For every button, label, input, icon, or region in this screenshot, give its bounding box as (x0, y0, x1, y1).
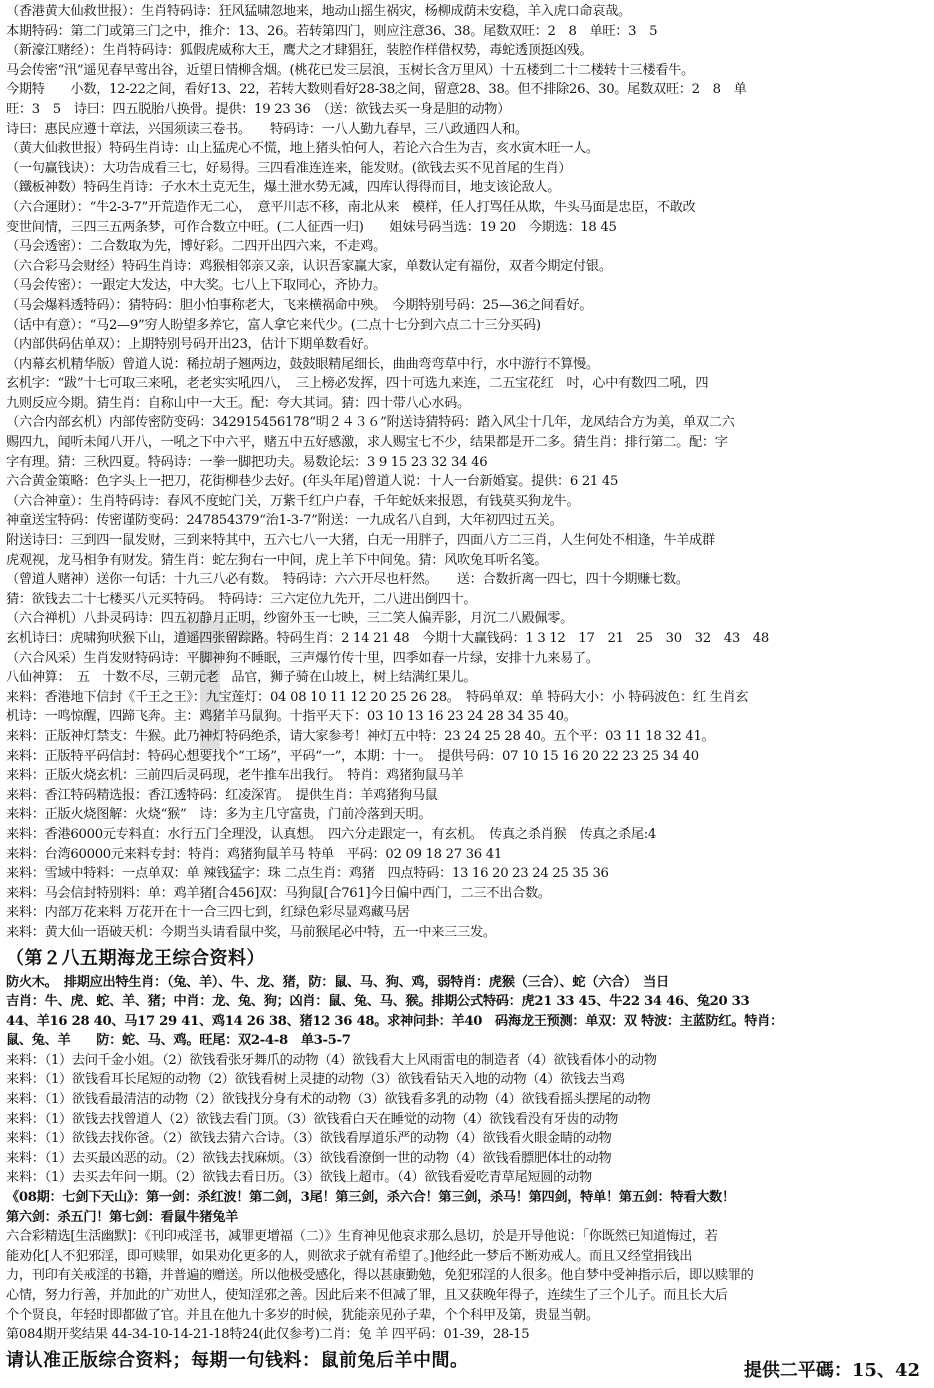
riddle-line: 来料：（1）欲钱去找曾道人（2）欲钱去看门顶。（3）欲钱看白天在睡觉的动物（4）欲钱看没有牙齿的动物 (6, 1111, 618, 1127)
text-line: （曾道人赌神）送你一句话：十九三八必有数。 特码诗：六六开尽也杆然。 送：合数折离一四七，四十今期赚七数。 (6, 572, 689, 588)
text-line: 玄机字：“跋”十七可取三来吼，老老实实吼四八， 三上榜必发挥，四十可选九来连，二五宝花红 吋，心中有数四二吼，四 (6, 376, 709, 392)
dragon-line: 44、羊16 28 40、马17 29 41、鸡14 26 38、猪12 36 48。求神问卦：羊40 码海龙王预测：单双：双 特波：主蓝防红。特肖： (6, 1013, 783, 1029)
result-line: 第084期开奖结果 44-34-10-14-21-18特24(此仅参考)二肖：兔 羊 四平码：01-39，28-15 (6, 1327, 530, 1343)
riddle-line: 来料：（1）去问千金小姐。（2）欲钱看张牙舞爪的动物（4）欲钱看大上风雨雷电的制造者（4）欲钱看体小的动物 (6, 1052, 657, 1068)
text-line: （内部供码估单双）：上期特别号码开出23，估计下期单数看好。 (6, 337, 377, 353)
text-line: 机诗：一鸣惊醒，四蹄飞奔。主：鸡猪羊马鼠狗。十指平天下：03 10 13 16 23 24 28 34 35 40。 (6, 709, 577, 725)
text-line: 本期特码：第二门或第三门之中，推介：13、26。若转第四门，则应注意36、38。尾数双旺：2 8 单旺：3 5 (6, 23, 658, 39)
text-line: （六合禅机）八卦灵码诗：四五初静月正明，纱窗外玉一七映，三二笑人偏弄影，月沉二八殿佩零。 (6, 611, 574, 627)
text-line: 来料：内部万花来料 万花开在十一合三四七到，红绿色彩尽显鸡藏马居 (6, 905, 410, 921)
text-line: 来料：黄大仙一语破天机：今期当头请看鼠中奖，马前猴尾必中特，五一中来三三发。 (6, 924, 496, 940)
text-line: 猜：欲钱去二十七楼买八元买特码。 特码诗：三六定位九先开，二八进出倒四十。 (6, 591, 477, 607)
text-line: 来料：香港6000元专料直：水行五门全理没，认真想。 四六分走跟定一，有玄机。 传真之杀肖猴 传真之杀尾:4 (6, 826, 656, 842)
text-line: 虎观视，龙马相争有财发。猜生肖：蛇左狗右一中间，虎上羊下中间兔。猜：风吹兔耳听名笺。 (6, 552, 548, 568)
text-line: 附送诗曰：三到四一鼠发财，三到来特其中，五六七八一大猪，白无一用胖子，四面八方二三肖，人生何处不相逢，牛羊成群 (6, 533, 715, 549)
sword-line: 第六剑：杀五门！第七剑：看鼠牛猪兔羊 (6, 1209, 238, 1225)
text-line: （六合運財）：“牛2-3-7”开荒造作无二心， 意平川志不移，南北从来 模样，任人打骂任从欺，牛头马面是忠臣，不敢改 (6, 199, 696, 215)
riddle-line: 来料：（1）去买去年问一期。（2）欲钱去看日历。（3）欲钱上超市。（4）欲钱看爱吃青草尾短圆的动物 (6, 1170, 592, 1186)
text-line: 玄机诗曰：虎啸狗吠猴下山，道遥四张留踪路。特码生肖：2 14 21 48 今期十大赢钱码：1 3 12 17 21 25 30 32 43 48 (6, 631, 769, 646)
footer-slogan: 请认准正版综合资料；每期一句钱料：鼠前兔后羊中間。 (6, 1349, 469, 1371)
text-line: 八仙神算： 五 十数不尽，三朝元老 品官，狮子骑在山坡上，树上结满红果儿。 (6, 670, 477, 686)
text-line: 诗曰：惠民应遵十章法，兴国须读三卷书。 特码诗：一八人勤九春早，三八政通四人和。 (6, 121, 528, 137)
text-line: 九则反应今期。猜生肖：自称山中一大王。配：夸大其词。猜：四十带八心水码。 (6, 395, 470, 411)
text-line: 马会传密“汛”遥见春早莺出谷，近望日情柳含烟。(桃花已发三层浪，玉树长含万里风）十五楼到二十二楼转十三楼看牛。 (6, 62, 694, 78)
dragon-section-title: （第２八五期海龙王综合资料） (6, 947, 265, 969)
sword-section (6, 1188, 928, 1227)
riddle-line: 来料：（1）去买最凶恶的动。（2）欲钱去找麻烦。（3）欲钱看潦倒一世的动物（4）欲钱看膘肥体壮的动物 (6, 1150, 612, 1166)
text-line: 赐四九，闻听未闻八开八，一吼之下中六平，赌五中五好感激，求人赐宝七不少，结果都是开二多。猜生肖：排行第二。配：字 (6, 435, 728, 451)
text-line: （六合神童）：生肖特码诗：春风不度蛇门关，万紫千红户户春，千年蛇妖来报恩，有钱莫买狗龙牛。 (6, 493, 580, 509)
text-line: 来料：香江特码精选报：香江透特码：红凌深宵。 提供生肖：羊鸡猪狗马鼠 (6, 787, 438, 803)
dragon-line: 鼠、兔、羊 防：蛇、马、鸡。旺尾：双2-4-8 单3-5-7 (6, 1033, 351, 1049)
text-line: （六合彩马会财经）特码生肖诗：鸡猴相邻亲又亲，认识吾家赢大家，单数认定有福份，双者今期定付银。 (6, 258, 612, 274)
text-line: （马会爆料透特码）：猜特码：胆小怕事称老大，飞来横祸命中殃。 今期特别号码：25—36之间看好。 (6, 297, 593, 313)
story-section (6, 1227, 928, 1325)
text-line: 来料：台湾60000元来料专封：特肖：鸡猪狗鼠羊马 特单 平码：02 09 18 27 36 41 (6, 846, 502, 862)
text-line: （一句赢钱诀）：大功告成看三七，好易得。三四看准连连来，能发财。(欲钱去买不见首尾的生肖） (6, 160, 572, 176)
story-line: 能劝化[人不犯邪淫，即可赎罪，如果劝化更多的人，则欲求子就有希望了。]他经此一梦后不断劝戒人。而且又经堂捐钱出 (6, 1248, 693, 1264)
riddle-line: 来料：（1）欲钱去找你爸。（2）欲钱去猜六合诗。（3）欲钱看厚道乐严的动物（4）欲钱看火眼金睛的动物 (6, 1131, 612, 1147)
text-line: 来料：正版特平码信封：特码心想要找个“工场”，平码“一”，本期：十一。 提供号码：07 10 15 16 20 22 23 25 34 40 (6, 748, 699, 764)
riddle-line: 来料：（1）欲钱看最清洁的动物（2）欲钱找分身有术的动物（3）欲钱看多乳的动物（4）欲钱看摇头摆尾的动物 (6, 1092, 651, 1108)
text-line: （鐵板神数）特码生肖诗：子水木土克无生，爆土泄水势无减，四库认得得而目，地支该论敌人。 (6, 180, 561, 196)
text-line: （六合风采）生肖发财特码诗：平脚神狗不睡眠，三声爆竹传十里，四季如春一片绿，安排十九来易了。 (6, 650, 599, 666)
text-line: （内幕玄机精华版）曾道人说：稀拉胡子翘两边，鼓鼓眼精尾细长，曲曲弯弯草中行，水中游行不算慢。 (6, 356, 599, 372)
text-line: （六合内部玄机）内部传密防变码：342915456178“明２４３６”附送诗猜特码：踏入风尘十几年，龙凤结合方为美，单双二六 (6, 415, 735, 431)
text-line: 旺：3 5 诗曰：四五脱胎八换骨。提供：19 23 36 （送：欲钱去买一身是胆的动物） (6, 101, 511, 117)
story-line: 个个贤良，年轻时即都做了官。并且在他九十多岁的时候，犹能亲见孙子辈，个个科甲及第，贵显当朝。 (6, 1307, 599, 1323)
sword-line: 《08期：七剑下天山》：第一剑：杀红波！第二剑，3尾！第三剑，杀六合！第三剑，杀马！第四剑，特单！第五剑：特看大数！ (6, 1190, 735, 1206)
text-line: （话中有意）：“马2—9”穷人盼望多养它，富人拿它来代少。(二点十七分到六点二十三分买码) (6, 317, 541, 333)
text-line: 变世间情，三四三五两条梦，可作合数立中旺。(二人征西一归) 姐妹号码当选：19 20 今期选：18 45 (6, 219, 617, 235)
text-line: 六合黄金策略：色字头上一把刀，花街柳巷少去好。(年头年尾)曾道人说：十人一台新婚宴。提供：6 21 45 (6, 474, 619, 490)
text-line: （黄大仙救世报）特码生肖诗：山上猛虎心不慌，地上猪头怕何人，若论六合生为吉，亥水寅木旺一人。 (6, 141, 599, 157)
text-line: 来料：马会信封特别料：单：鸡羊猪[合456]双：马狗鼠[合761]今日偏中西门，二三不出合数。 (6, 885, 551, 901)
story-line: 心情，努力行善，并加此的广劝世人，使知淫邪之善。因此后来不但减了罪，且又获晚年得子，连续生了三个儿子。而且长大后 (6, 1288, 728, 1303)
dragon-line: 吉肖：牛、虎、蛇、羊、猪；中肖：龙、兔、狗；凶肖：鼠、兔、马、猴。排期公式特码：虎21 33 45、牛22 34 46、兔20 33 (6, 994, 750, 1010)
dragon-line: 防火木。 排期应出特生肖：（兔、羊）、牛、龙、猪，防：鼠、马、狗、鸡，弱特肖：虎猴（三合）、蛇（六合） 当日 (6, 974, 669, 990)
text-line: （香港黄大仙救世报）：生肖特码诗：狂风猛啸忽地来，地动山摇生祸灾，杨柳成荫未安稳，羊入虎口命哀哉。 (6, 4, 631, 19)
riddle-line: 来料：（1）欲钱看耳长尾短的动物（2）欲钱看树上灵捷的动物（3）欲钱看钻天入地的动物（4）欲钱去当鸡 (6, 1072, 625, 1088)
riddle-section (6, 1051, 928, 1188)
text-line: （新濠江赌经）：生肖特码诗：狐假虎威称大王，鹰犬之才肆猖狂，装腔作样借权势，毒蛇透顶挺凶残。 (6, 43, 593, 59)
text-line: 来料：雪域中特料：一点单双：单 辣钱猛字：珠 二点生肖：鸡猪 四点特码：13 16 20 23 24 25 35 36 (6, 866, 609, 882)
text-line: 来料：正版火烧图解：火烧“猴” 诗：多为主几守富贵，门前冷落到天明。 (6, 807, 432, 823)
story-line: 六合彩精选[生活幽默]：《刊印戒淫书，减罪更增福（二）》生育神见他哀求那么恳切，於是开导他说：「你既然已知道悔过，若 (6, 1229, 718, 1245)
main-text-block (6, 2, 928, 943)
dragon-section (6, 973, 928, 1051)
text-line: （马会传密）：一跟定大发达，中大奖。七八上下取同心，齐协力。 (6, 278, 387, 294)
text-line: 来料：正版火烧玄机：三前四后灵码现，老牛推车出我行。 特肖：鸡猪狗鼠马羊 (6, 768, 464, 784)
text-line: 来料：香港地下信封《千王之王》：九宝莲灯：04 08 10 11 12 20 25 26 28。 特码单双：单 特码大小：小 特码波色：红 生肖玄 (6, 689, 749, 705)
footer-numbers: 提供二平碼：15、42 (743, 1360, 920, 1381)
text-line: （马会透密）：二合数取为先，博好彩。二四开出四六来，不走鸡。 (6, 239, 387, 255)
text-line: 今期特 小数，12-22之间，看好13、22，若转大数则看好28-38之间，留意28、38。但不排除26、30。尾数双旺：2 8 单 (6, 82, 747, 98)
story-line: 力，刊印有关戒淫的书籍，并普遍的赠送。所以他极受感化，得以甚康勤勉，免犯邪淫的人很多。他自梦中受神指示后，即以赎罪的 (6, 1268, 754, 1284)
text-line: 字有理。猜：三秋四夏。特码诗：一拳一脚把功夫。易数论坛：3 9 15 23 32 34 46 (6, 454, 488, 470)
text-line: 神童送宝特码：传密谨防变码：247854379“治1-3-7”附送：一九成名八自到，大年初四过五关。 (6, 513, 563, 529)
text-line: 来料：正版神灯禁支：牛猴。此乃神灯特码绝杀，请大家参考！神灯五中特：23 24 25 28 40。五个平：03 11 18 32 41。 (6, 728, 715, 744)
